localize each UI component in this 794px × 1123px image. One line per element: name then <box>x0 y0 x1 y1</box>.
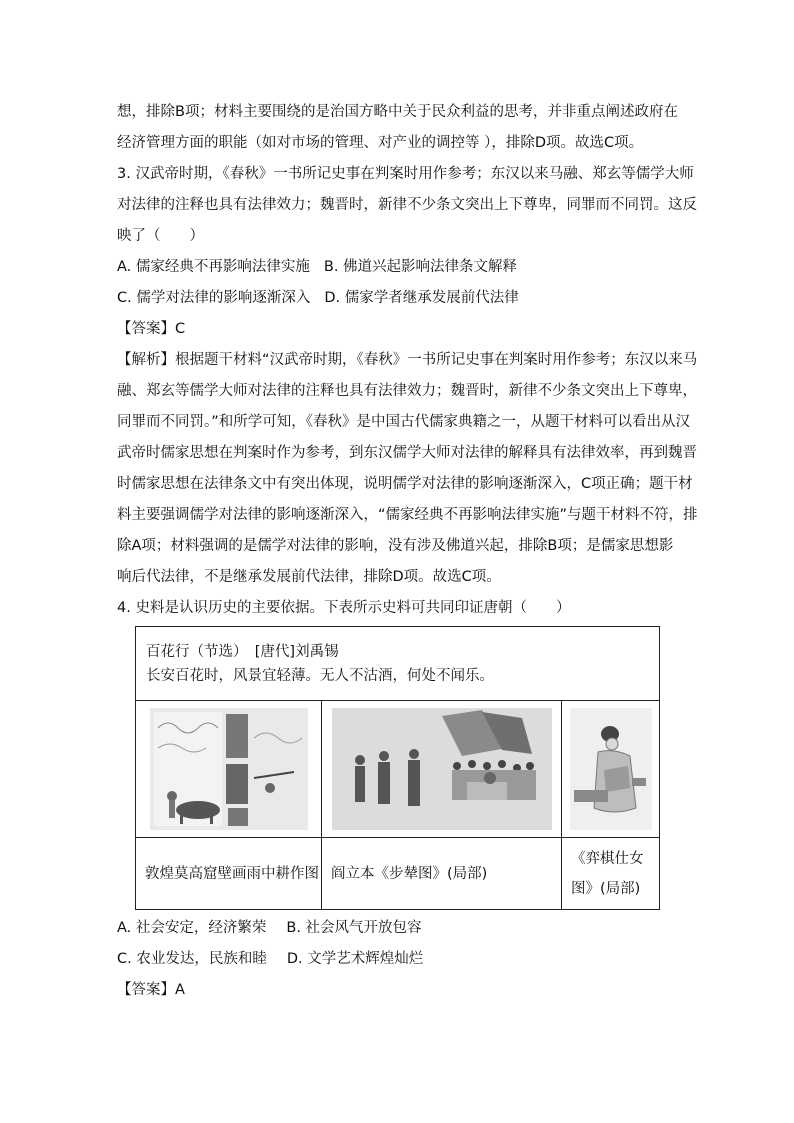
bunian-painting-image <box>332 708 552 830</box>
source-table <box>135 626 660 910</box>
text-line: 经济管理方面的职能（如对市场的管理、对产业的调控等 ），排除D项。故选C项。 <box>117 135 644 151</box>
question-4-options-row-2 <box>117 949 423 969</box>
caption-cell <box>136 838 322 910</box>
image-cell <box>562 701 660 838</box>
answer-label: 【答案】A <box>117 982 185 998</box>
question-3-stem: 映了（ ） <box>117 228 204 244</box>
analysis-line: 武帝时儒家思想在判案时作为参考，到东汉儒学大师对法律的解释具有法律效率，再到魏晋 <box>117 445 697 461</box>
weiqi-ladies-image <box>570 708 652 830</box>
option-b: B. 社会风气开放包容 <box>286 920 422 936</box>
analysis-line: 【解析】根据题干材料“汉武帝时期，《春秋》一书所记史事在判案时用作参考；东汉以来马 <box>117 352 698 368</box>
question-3-stem: 对法律的注释也具有法律效力；魏晋时，新律不少条文突出上下尊卑，同罪而不同罚。这反 <box>117 197 697 213</box>
option-a: A. 社会安定，经济繁荣 <box>117 920 267 936</box>
poem-text: 长安百花时，风景宜轻薄。无人不沽酒，何处不闻乐。 <box>146 667 494 684</box>
image-cell <box>136 701 322 838</box>
option-d: D. 文学艺术辉煌灿烂 <box>286 951 424 967</box>
analysis-line: 料主要强调儒学对法律的影响逐渐深入，“儒家经典不再影响法律实施”与题干材料不符，排 <box>117 507 698 523</box>
question-4-stem: 4. 史料是认识历史的主要依据。下表所示史料可共同印证唐朝（ ） <box>117 600 571 616</box>
text-line: 想，排除B项；材料主要围绕的是治国方略中关于民众利益的思考，并非重点阐述政府在 <box>117 104 678 120</box>
mural-image <box>150 708 308 830</box>
option-c: C. 儒学对法律的影响逐渐深入 <box>117 290 311 306</box>
caption-mural: 敦煌莫高窟壁画雨中耕作图 <box>145 865 319 882</box>
question-3-stem: 3. 汉武帝时期，《春秋》一书所记史事在判案时用作参考；东汉以来马融、郑玄等儒学大师 <box>117 166 694 182</box>
caption-bunian: 阎立本《步辇图》(局部) <box>331 865 488 882</box>
question-3-options-row-2 <box>117 288 519 308</box>
answer-label: 【答案】C <box>117 321 186 337</box>
image-cell <box>322 701 562 838</box>
analysis-line: 同罪而不同罚。”和所学可知，《春秋》是中国古代儒家典籍之一，从题干材料可以看出从汉 <box>117 414 691 430</box>
option-b: B. 佛道兴起影响法律条文解释 <box>323 259 518 275</box>
analysis-line: 融、郑玄等儒学大师对法律的注释也具有法律效力；魏晋时，新律不少条文突出上下尊卑， <box>117 383 697 399</box>
option-d: D. 儒家学者继承发展前代法律 <box>324 290 519 306</box>
option-c: C. 农业发达，民族和睦 <box>117 951 267 967</box>
option-a: A. 儒家经典不再影响法律实施 <box>117 259 310 275</box>
question-4-options-row-1 <box>117 918 422 938</box>
caption-cell <box>562 838 660 910</box>
caption-weiqi: 《弈棋仕女图》(局部) <box>571 850 644 897</box>
analysis-line: 时儒家思想在法律条文中有突出体现，说明儒学对法律的影响逐渐深入，C项正确；题干材 <box>117 476 693 492</box>
analysis-line: 除A项；材料强调的是儒学对法律的影响，没有涉及佛道兴起，排除B项；是儒家思想影 <box>117 538 674 554</box>
question-3-options-row-1 <box>117 257 517 277</box>
poem-title: 百花行（节选） [唐代]刘禹锡 <box>146 643 339 660</box>
poem-cell <box>136 627 660 701</box>
caption-cell <box>322 838 562 910</box>
analysis-line: 响后代法律，不是继承发展前代法律，排除D项。故选C项。 <box>117 569 501 585</box>
